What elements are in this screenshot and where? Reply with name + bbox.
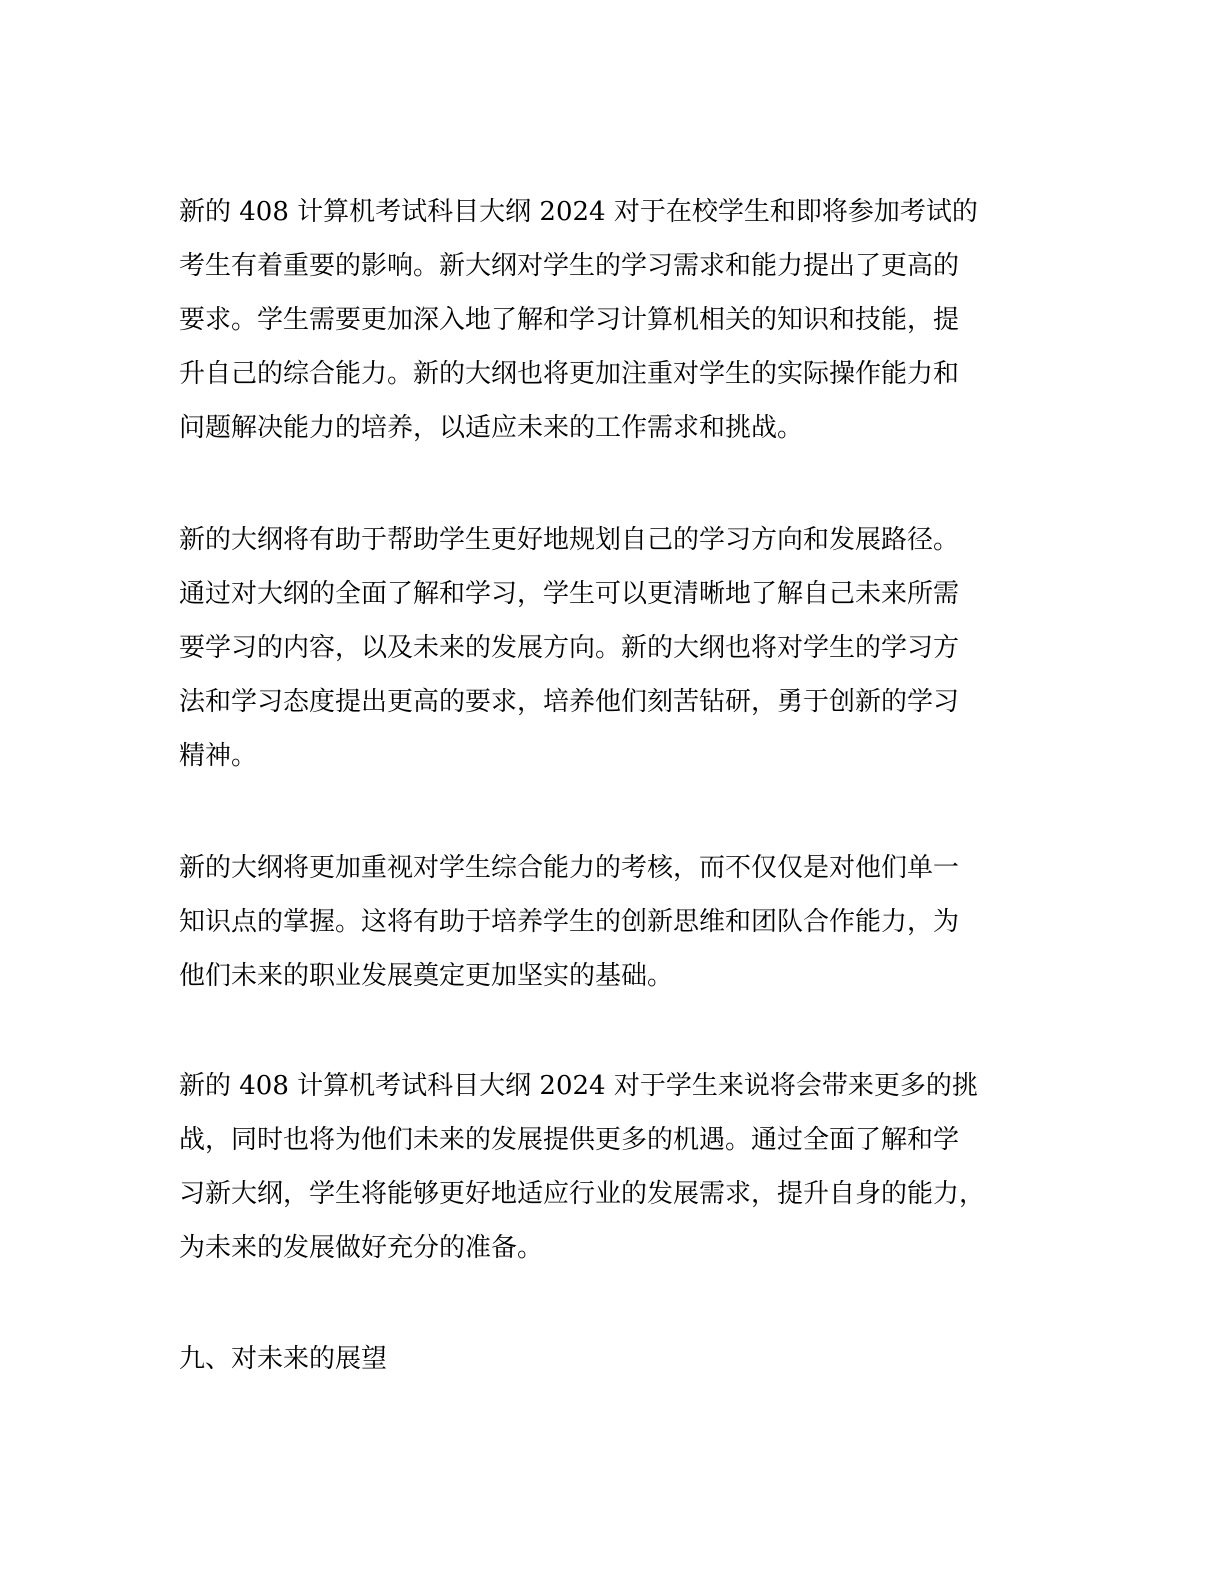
text-line: 通过对大纲的全面了解和学习，学生可以更清晰地了解自己未来所需	[179, 579, 960, 609]
text-line: 新的 408 计算机考试科目大纲 2024 对于在校学生和即将参加考试的	[179, 197, 978, 227]
text-line: 他们未来的职业发展奠定更加坚实的基础。	[179, 961, 674, 991]
text-line: 为未来的发展做好充分的准备。	[179, 1233, 544, 1263]
paragraph-4	[179, 1059, 1079, 1275]
text-line: 要学习的内容，以及未来的发展方向。新的大纲也将对学生的学习方	[179, 633, 960, 663]
text-line: 法和学习态度提出更高的要求，培养他们刻苦钻研，勇于创新的学习	[179, 687, 960, 717]
paragraph-1	[179, 185, 1079, 455]
text-line: 要求。学生需要更加深入地了解和学习计算机相关的知识和技能，提	[179, 305, 960, 335]
section-heading	[179, 1332, 1079, 1386]
text-line: 战，同时也将为他们未来的发展提供更多的机遇。通过全面了解和学	[179, 1125, 960, 1155]
paragraph-3	[179, 841, 1079, 1003]
section-heading-text: 九、对未来的展望	[179, 1344, 388, 1374]
text-line: 精神。	[179, 741, 258, 771]
text-line: 考生有着重要的影响。新大纲对学生的学习需求和能力提出了更高的	[179, 251, 960, 281]
text-line: 新的大纲将有助于帮助学生更好地规划自己的学习方向和发展路径。	[179, 525, 960, 555]
text-line: 习新大纲，学生将能够更好地适应行业的发展需求，提升自身的能力，	[179, 1179, 986, 1209]
text-line: 新的 408 计算机考试科目大纲 2024 对于学生来说将会带来更多的挑	[179, 1071, 978, 1101]
text-line: 知识点的掌握。这将有助于培养学生的创新思维和团队合作能力，为	[179, 907, 960, 937]
text-line: 升自己的综合能力。新的大纲也将更加注重对学生的实际操作能力和	[179, 359, 960, 389]
paragraph-2	[179, 513, 1079, 783]
text-line: 新的大纲将更加重视对学生综合能力的考核，而不仅仅是对他们单一	[179, 853, 960, 883]
text-line: 问题解决能力的培养，以适应未来的工作需求和挑战。	[179, 413, 804, 443]
